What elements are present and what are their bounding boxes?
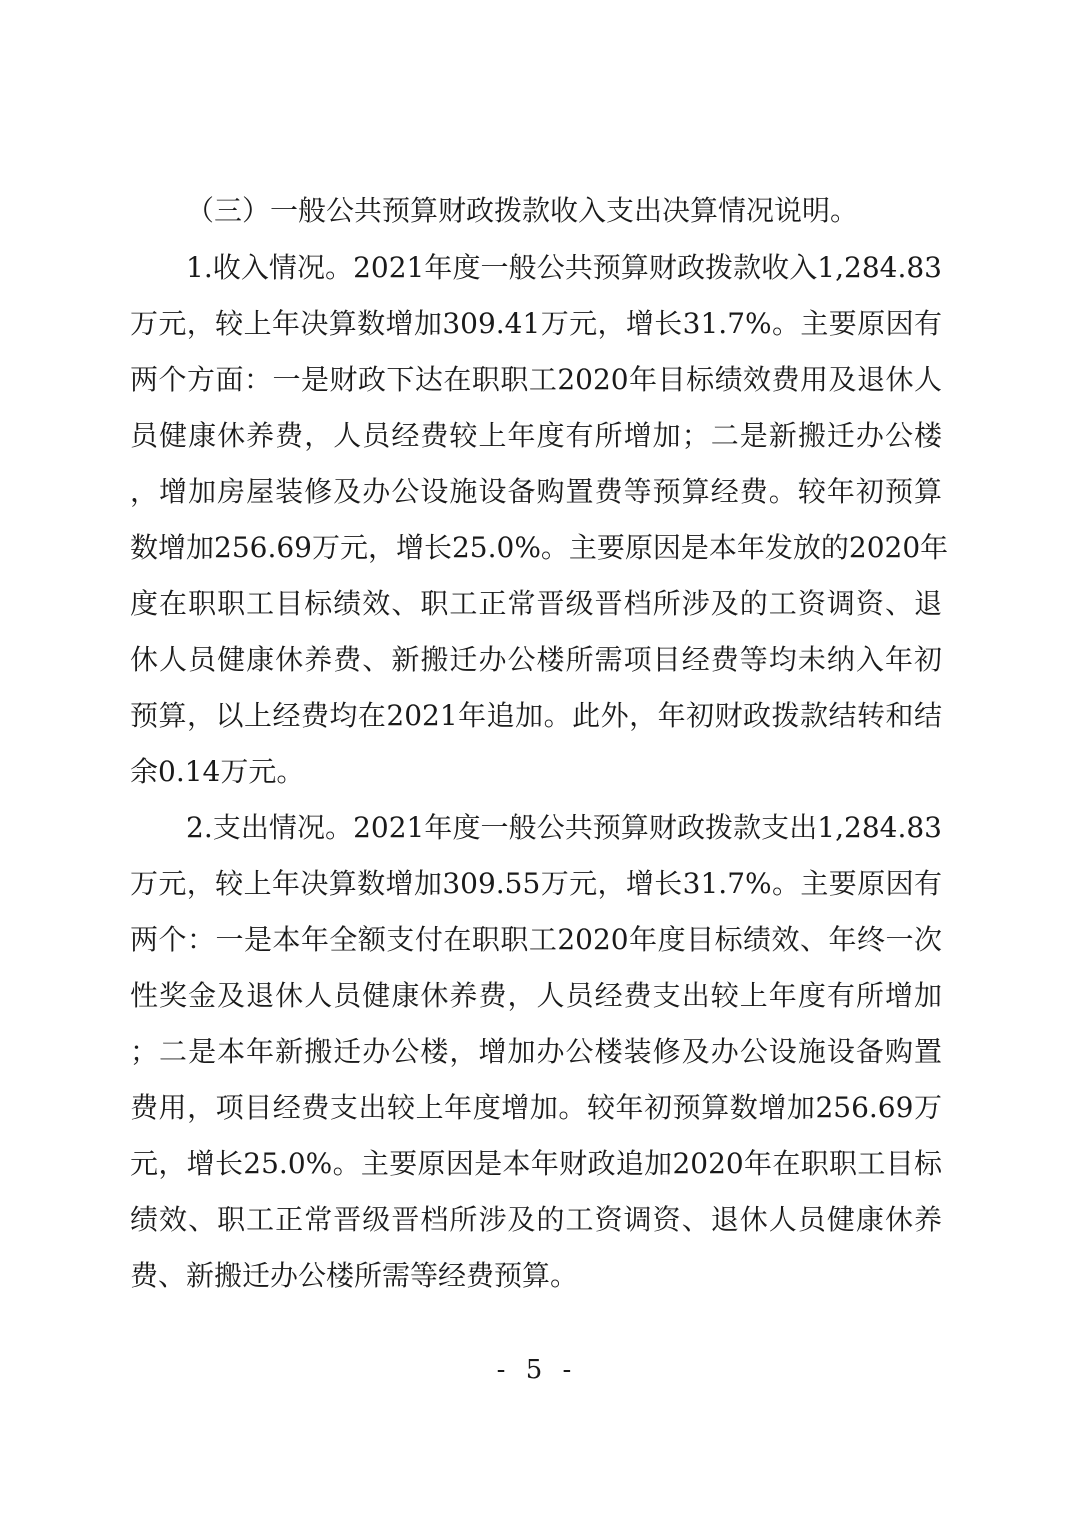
- expenditure-paragraph-line: 性奖金及退休人员健康休养费，人员经费支出较上年度有所增加: [130, 979, 942, 1012]
- income-paragraph-line: 两个方面：一是财政下达在职职工2020年目标绩效费用及退休人: [130, 363, 942, 396]
- income-paragraph-line: 1.收入情况。2021年度一般公共预算财政拨款收入1,284.83: [186, 251, 942, 284]
- expenditure-paragraph-line: 费用，项目经费支出较上年度增加。较年初预算数增加256.69万: [130, 1091, 942, 1124]
- income-paragraph-line: ，增加房屋装修及办公设施设备购置费等预算经费。较年初预算: [130, 475, 942, 508]
- expenditure-paragraph-line: 两个：一是本年全额支付在职职工2020年度目标绩效、年终一次: [130, 923, 942, 956]
- income-paragraph-line: 预算，以上经费均在2021年追加。此外，年初财政拨款结转和结: [130, 699, 942, 732]
- income-paragraph-line: 余0.14万元。: [130, 755, 305, 788]
- page-number: - 5 -: [496, 1355, 578, 1385]
- section-heading: （三）一般公共预算财政拨款收入支出决算情况说明。: [186, 194, 859, 227]
- expenditure-paragraph-line: ；二是本年新搬迁办公楼，增加办公楼装修及办公设施设备购置: [130, 1035, 942, 1068]
- income-paragraph-line: 数增加256.69万元，增长25.0%。主要原因是本年发放的2020年: [130, 531, 949, 564]
- expenditure-paragraph-line: 2.支出情况。2021年度一般公共预算财政拨款支出1,284.83: [186, 811, 942, 844]
- expenditure-paragraph-line: 费、新搬迁办公楼所需等经费预算。: [130, 1259, 579, 1292]
- income-paragraph-line: 万元，较上年决算数增加309.41万元，增长31.7%。主要原因有: [130, 307, 942, 340]
- expenditure-paragraph-line: 元，增长25.0%。主要原因是本年财政追加2020年在职职工目标: [130, 1147, 942, 1180]
- expenditure-paragraph-line: 绩效、职工正常晋级晋档所涉及的工资调资、退休人员健康休养: [130, 1203, 942, 1236]
- expenditure-paragraph-line: 万元，较上年决算数增加309.55万元，增长31.7%。主要原因有: [130, 867, 942, 900]
- income-paragraph-line: 度在职职工目标绩效、职工正常晋级晋档所涉及的工资调资、退: [130, 587, 942, 620]
- income-paragraph-line: 休人员健康休养费、新搬迁办公楼所需项目经费等均未纳入年初: [130, 643, 942, 676]
- income-paragraph-line: 员健康休养费，人员经费较上年度有所增加；二是新搬迁办公楼: [130, 419, 942, 452]
